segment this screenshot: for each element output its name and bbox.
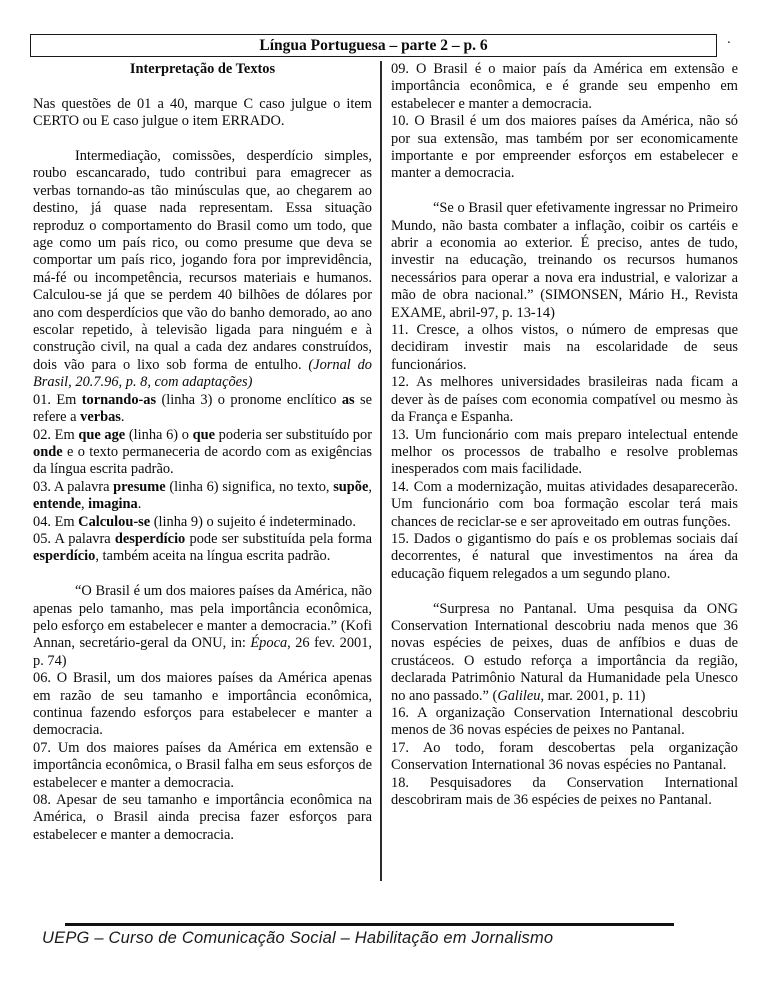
instructions bbox=[33, 96, 372, 131]
text-segment: 18. Pesquisadores da Conservation International descobriram mais de 36 espécies de peixes no Pantanal. bbox=[391, 774, 738, 809]
text-segment: , 26 fev. 2001, p. 74) bbox=[33, 635, 372, 669]
text-segment: (linha 6) o bbox=[125, 426, 193, 443]
question-04 bbox=[33, 514, 372, 531]
text-segment: 13. Um funcionário com mais preparo intelectual entende melhor os processos de trabalho e resolve problemas inesperados com mais facilidade. bbox=[391, 426, 738, 478]
bold-term: as bbox=[341, 391, 355, 408]
text-segment: 03. A palavra bbox=[33, 478, 114, 495]
reading-passage-1 bbox=[33, 148, 372, 392]
bold-term: onde bbox=[33, 443, 63, 460]
reading-passage-3 bbox=[391, 200, 738, 322]
bold-term: verbas bbox=[80, 409, 121, 426]
text-segment: 10. O Brasil é um dos maiores países da América, não só por sua extensão, mas também por ser economicamente importante e por empreender esforços em estabelecer e manter a democracia. bbox=[391, 113, 738, 182]
text-segment: 07. Um dos maiores países da América em extensão e importância econômica, o Brasil falha em seus esforços de estabelecer e manter a democracia. bbox=[33, 739, 372, 791]
italic-citation: Época bbox=[250, 635, 288, 652]
text-segment: 08. Apesar de seu tamanho e importância econômica na América, o Brasil ainda precisa fazer esforços para estabelecer e manter a democracia. bbox=[33, 792, 372, 843]
question-11 bbox=[391, 322, 738, 374]
bold-term: desperdício bbox=[114, 530, 186, 547]
question-10 bbox=[391, 113, 738, 183]
question-14 bbox=[391, 479, 738, 531]
page-title: Língua Portuguesa – parte 2 – p. 6 bbox=[259, 36, 488, 54]
text-segment: 02. Em bbox=[33, 426, 79, 443]
text-segment: . bbox=[137, 496, 142, 513]
text-segment: e o texto permaneceria de acordo com as exigências da língua escrita padrão. bbox=[33, 443, 372, 478]
text-segment: 11. Cresce, a olhos vistos, o número de empresas que decidiram investir mais na escolaridade de seus funcionários. bbox=[391, 322, 738, 373]
footer-rule bbox=[65, 923, 674, 926]
bold-term: esperdício bbox=[33, 548, 96, 565]
question-17 bbox=[391, 740, 738, 775]
left-column bbox=[33, 61, 372, 844]
text-segment: . bbox=[120, 409, 125, 426]
text-segment: se refere a bbox=[33, 391, 372, 426]
reading-passage-2 bbox=[33, 583, 372, 670]
bold-term: imagina bbox=[88, 496, 138, 513]
column-divider bbox=[380, 61, 382, 881]
text-segment: “Se o Brasil quer efetivamente ingressar no Primeiro Mundo, não basta combater a inflação, coibir os cartéis e abrir a economia ao exterior. É preciso, antes de tudo, investir na educação, treinando os recursos humanos necessários para operar a nova era industrial, e valorizar a mão de obra nacional.” (SIMONSEN, Mário H., Revista EXAME, abril-97, p. 13-14) bbox=[391, 200, 738, 321]
text-segment: 12. As melhores universidades brasileiras nada ficam a dever às de países com economia compatível ou mesmo às da França e Espanha. bbox=[391, 374, 738, 426]
spacer bbox=[33, 78, 372, 95]
italic-citation: Galileu bbox=[497, 687, 541, 704]
question-02 bbox=[33, 427, 372, 479]
text-segment: , mar. 2001, p. 11) bbox=[540, 687, 646, 704]
text-segment: Intermediação, comissões, desperdício simples, roubo escancarado, tudo contribui para emagrecer as verbas tornando-as tão minúsculas que, ao chegarem ao destino, já quase nada representam. Essa situação reproduz o comportamento do Brasil como um todo, que age como um país rico, ou como presume que deva se comportar um país rico, jogando fora por imprevidência, má-fé ou incompetência, recursos materiais e humanos. Calculou-se já que se perdem 40 bilhões de dólares por ano com desperdícios que vão do banho demorado, ao ano escolar repetido, à televisão ligada para ninguém e à construção civil, na qual a cada dez andares construídos, dois vão para o lixo sob forma de entulho. bbox=[33, 148, 372, 373]
text-segment: 15. Dados o gigantismo do país e os problemas sociais daí decorrentes, é natural que investimentos na área da educação fiquem relegados a um segundo plano. bbox=[391, 530, 738, 582]
text-segment: 04. Em bbox=[33, 513, 79, 530]
question-12 bbox=[391, 374, 738, 426]
spacer bbox=[33, 566, 372, 583]
bold-term: presume bbox=[113, 478, 166, 495]
text-segment: “O Brasil é um dos maiores países da América, não apenas pelo tamanho, mas pela importância econômica, pelo esforço em estabelecer e manter a democracia.” (Kofi Annan, secretário-geral da ONU, in: bbox=[33, 583, 372, 652]
text-segment: Nas questões de 01 a 40, marque C caso julgue o item CERTO ou E caso julgue o item ERRADO. bbox=[33, 95, 372, 130]
text-segment: 17. Ao todo, foram descobertas pela organização Conservation International 36 novas espécies no Pantanal. bbox=[391, 739, 738, 774]
text-segment: 16. A organização Conservation International descobriu menos de 36 novas espécies de peixes no Pantanal. bbox=[391, 705, 738, 739]
text-segment: 05. A palavra bbox=[33, 530, 115, 547]
text-segment: 14. Com a modernização, muitas atividades desaparecerão. Um funcionário com boa formação escolar terá mais chances de reciclar-se e ser aproveitado em outras funções. bbox=[391, 478, 738, 530]
text-segment: 06. O Brasil, um dos maiores países da América apenas em razão de seu tamanho e importância econômica, continua fazendo esforços para estabelecer e manter a democracia. bbox=[33, 670, 372, 739]
text-segment: (linha 3) o pronome enclítico bbox=[156, 391, 342, 408]
reading-passage-4 bbox=[391, 601, 738, 705]
spacer bbox=[33, 131, 372, 148]
question-08 bbox=[33, 792, 372, 844]
question-15 bbox=[391, 531, 738, 583]
question-05 bbox=[33, 531, 372, 566]
question-03 bbox=[33, 479, 372, 514]
scan-artifact-dot: . bbox=[727, 31, 731, 47]
bold-term: tornando-as bbox=[81, 391, 157, 408]
two-column-text-area bbox=[33, 61, 739, 881]
text-segment: 01. Em bbox=[33, 391, 82, 408]
footer-text: UEPG – Curso de Comunicação Social – Habilitação em Jornalismo bbox=[42, 929, 554, 947]
text-segment: Interpretação de Textos bbox=[129, 61, 276, 77]
spacer bbox=[391, 183, 738, 200]
bold-term: supõe bbox=[333, 478, 369, 495]
text-segment: poderia ser substituído por bbox=[215, 426, 372, 443]
question-01 bbox=[33, 392, 372, 427]
text-segment: , bbox=[368, 478, 372, 495]
bold-term: que age bbox=[78, 426, 126, 443]
text-segment: (linha 9) o sujeito é indeterminado. bbox=[150, 513, 356, 530]
page-header-box bbox=[30, 34, 717, 57]
text-segment: pode ser substituída pela forma bbox=[185, 530, 372, 547]
text-segment: “Surpresa no Pantanal. Uma pesquisa da ONG Conservation International descobriu nada menos que 36 novas espécies de peixes, duas de anfíbios e duas de crustáceos. O estudo reforça a importância da região, declarada Patrimônio Natural da Humanidade pela Unesco no ano passado.” ( bbox=[391, 600, 738, 704]
question-09 bbox=[391, 61, 738, 113]
question-13 bbox=[391, 427, 738, 479]
question-07 bbox=[33, 740, 372, 792]
text-segment: (linha 6) significa, no texto, bbox=[165, 478, 334, 495]
text-segment: 09. O Brasil é o maior país da América em extensão e importância econômica, e é grande seu empenho em estabelecer e manter a democracia. bbox=[391, 61, 738, 112]
bold-term: Calculou-se bbox=[78, 513, 151, 530]
bold-term: entende bbox=[33, 496, 81, 513]
text-segment: , também aceita na língua escrita padrão. bbox=[95, 548, 331, 565]
spacer bbox=[391, 583, 738, 600]
section-heading bbox=[33, 61, 372, 78]
bold-term: que bbox=[192, 426, 216, 443]
question-06 bbox=[33, 670, 372, 740]
text-segment: , bbox=[80, 496, 89, 513]
italic-citation: (Jornal do Brasil, 20.7.96, p. 8, com adaptações) bbox=[33, 356, 373, 391]
question-16 bbox=[391, 705, 738, 740]
question-18 bbox=[391, 775, 738, 810]
right-column bbox=[391, 61, 738, 809]
